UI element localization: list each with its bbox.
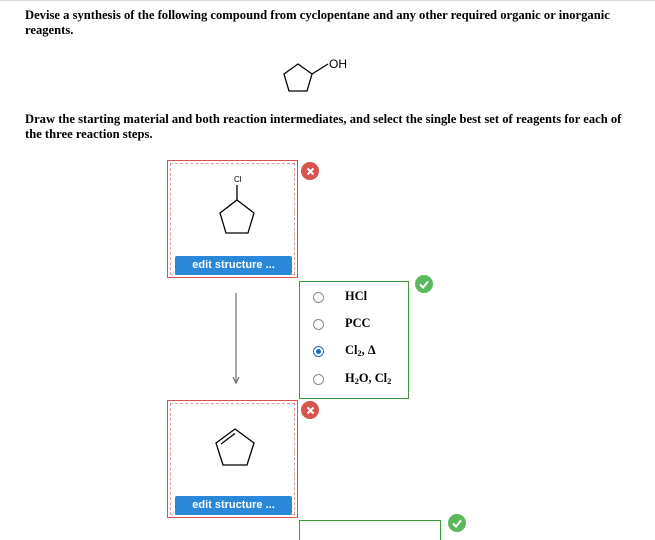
cyclopentene-drawing	[206, 421, 266, 481]
next-reagent-choice-box	[299, 520, 441, 540]
check-icon	[452, 519, 462, 528]
reagent-label-h2o-cl2: $H_2O$, $Cl_2$	[345, 371, 392, 386]
reagent-label-cl2-heat: $Cl_2$, Δ	[345, 343, 376, 358]
c-o-bond	[312, 64, 328, 74]
correct-badge	[415, 275, 433, 293]
x-icon	[306, 167, 315, 176]
hydroxyl-label: OH	[329, 57, 347, 71]
reagent-radio-h2o-cl2[interactable]	[313, 374, 324, 385]
top-divider	[0, 0, 655, 1]
structure-box-intermediate[interactable]	[167, 400, 298, 518]
incorrect-badge	[301, 401, 319, 419]
question-instruction: Draw the starting material and both reaction intermediates, and select the single best set of reagents for each of the three reaction steps.	[25, 112, 622, 141]
double-bond	[221, 434, 235, 445]
target-molecule	[276, 50, 366, 100]
correct-badge	[448, 514, 466, 532]
question-prompt: Devise a synthesis of the following compound from cyclopentane and any other required organic or inorganic reagents.	[25, 8, 610, 37]
reagent-label-pcc: PCC	[345, 316, 371, 330]
reagent-radio-hcl[interactable]	[313, 292, 324, 303]
x-icon	[306, 406, 315, 415]
edit-structure-button[interactable]: edit structure ...	[175, 496, 292, 515]
structure-box-starting-material[interactable]	[167, 160, 298, 278]
reagent-radio-cl2-heat[interactable]	[313, 346, 324, 357]
reaction-arrow	[231, 293, 241, 385]
edit-structure-button[interactable]: edit structure ...	[175, 256, 292, 275]
cyclopentane-ring	[284, 64, 312, 91]
chlorine-label: Cl	[234, 175, 242, 184]
check-icon	[419, 280, 429, 289]
chlorocyclopentane-drawing	[208, 171, 268, 246]
cyclopentene-ring	[216, 429, 254, 465]
cyclopentane-ring	[220, 200, 254, 233]
incorrect-badge	[301, 162, 319, 180]
reagent-label-hcl: HCl	[345, 289, 368, 303]
reagent-radio-pcc[interactable]	[313, 319, 324, 330]
